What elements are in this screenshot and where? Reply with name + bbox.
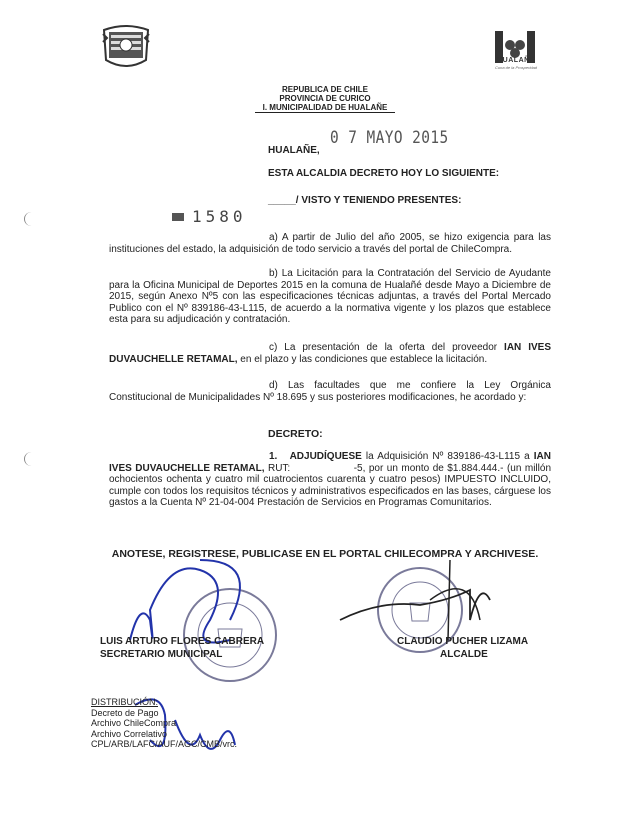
- paragraph-a: a) A partir de Julio del año 2005, se hizo exigencia para las instituciones del estado, la adquisición de todo servicio a través del portal de ChileCompra.: [109, 232, 551, 255]
- paragraph-c-post: en el plazo y las condiciones que establece la licitación.: [237, 353, 488, 365]
- header-republica: REPUBLICA DE CHILE: [282, 85, 368, 94]
- punch-hole-mark: [24, 452, 39, 466]
- closing-statement: ANOTESE, REGISTRESE, PUBLICASE EN EL PORTAL CHILECOMPRA Y ARCHIVESE.: [111, 548, 539, 560]
- left-seal-icon: [180, 585, 280, 685]
- right-signatory-title: ALCALDE: [440, 649, 488, 660]
- intro-line: ESTA ALCALDIA DECRETO HOY LO SIGUIENTE:: [268, 168, 500, 179]
- logo-name: HUALAÑE: [497, 57, 535, 64]
- visto-heading: _____/ VISTO Y TENIENDO PRESENTES:: [268, 195, 462, 206]
- hualane-logo-icon: [485, 18, 545, 80]
- provider-name: IAN IVES DUVAUCHELLE RETAMAL,: [109, 342, 551, 365]
- left-signatory-title: SECRETARIO MUNICIPAL: [100, 649, 223, 660]
- decree-number: 1580: [192, 207, 247, 226]
- paragraph-d: d) Las facultades que me confiere la Ley Orgánica Constitucional de Municipalidades Nº 18.695 y sus posteriores modificaciones, he acordado y:: [109, 380, 551, 403]
- decreto-item-number: 1.: [269, 451, 278, 462]
- decreto-heading: DECRETO:: [268, 428, 323, 440]
- decreto-item-1: [109, 451, 551, 509]
- punch-hole-mark: [24, 212, 39, 226]
- left-signatory-name: LUIS ARTURO FLORES CABRERA: [100, 636, 265, 647]
- distribution-title: DISTRIBUCIÓN:: [91, 697, 159, 707]
- decreto-text-2: RUT:: [264, 462, 294, 474]
- decreto-text-1: la Adquisición Nº 839186-43-L115 a: [361, 451, 534, 462]
- decreto-text-3: -5, por un monto de $1.884.444.- (un millón ochocientos ochenta y cuatro mil cuatrocientos cuarenta y cuatro pesos) IMPUESTO INCLUIDO, cumple con todos los requisitos técnicos y administrativos especificados en las bases, cárguese los gastos a la Cuenta Nº 21-04-004 Prestación de Servicios en Programas Comunitarios.: [109, 462, 552, 508]
- distribution-block: [91, 697, 237, 750]
- date-stamp: 0 7 MAYO 2015: [330, 128, 449, 148]
- header-municipalidad: I. MUNICIPALIDAD DE HUALAÑE: [255, 103, 395, 113]
- decreto-awardee: IAN IVES DUVAUCHELLE RETAMAL,: [109, 451, 551, 474]
- distribution-item: Decreto de Pago: [91, 707, 159, 718]
- paragraph-b: b) La Licitación para la Contratación del Servicio de Ayudante para la Oficina Municipal de Deportes 2015 en la comuna de Hualañé desde Mayo a Diciembre de 2015, según Anexo Nº5 con las especificaciones técnicas adjuntas, a través del Portal Mercado Publico con el Nº 839186-43-L115, de acuerdo a la normativa vigente y los plazos que establece esta para su adjudicación y contratación.: [109, 268, 551, 325]
- municipal-crest-icon: [101, 24, 151, 70]
- bleed-through-text: [230, 520, 480, 531]
- decreto-verb: ADJUDÍQUESE: [289, 451, 362, 462]
- distribution-item: CPL/ARB/LAFC/AUF/AGC/CMB/vrc.: [91, 739, 238, 749]
- paragraph-c-pre: c) La presentación de la oferta del proveedor: [269, 342, 505, 353]
- distribution-item: Archivo Correlativo: [91, 728, 168, 739]
- right-signatory-name: CLAUDIO PUCHER LIZAMA: [397, 636, 529, 647]
- number-stamp-mark: [172, 213, 184, 221]
- logo-tagline: Cuna de la Prosperidad: [494, 65, 538, 70]
- paragraph-c: [109, 342, 551, 365]
- place-label: HUALAÑE,: [268, 145, 320, 156]
- distribution-item: Archivo ChileCompra: [91, 718, 177, 728]
- header-provincia: PROVINCIA DE CURICO: [279, 94, 371, 103]
